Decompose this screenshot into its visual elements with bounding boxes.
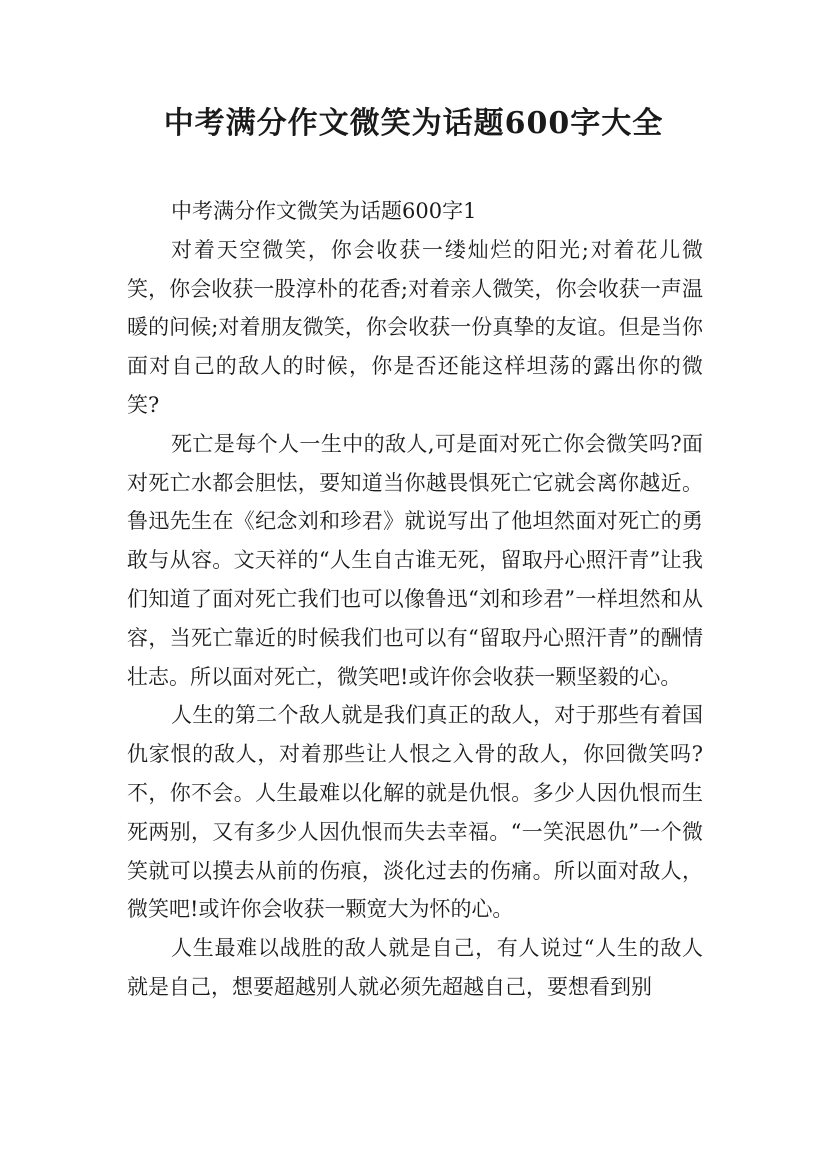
paragraph-2: 死亡是每个人一生中的敌人,可是面对死亡你会微笑吗?面对死亡水都会胆怯，要知道当你越畏惧死亡它就会离你越近。鲁迅先生在《纪念刘和珍君》就说写出了他坦然面对死亡的勇敢与从容。文天祥的“人生自古谁无死，留取丹心照汗青”让我们知道了面对死亡我们也可以像鲁迅“刘和珍君”一样坦然和从容，当死亡靠近的时候我们也可以有“留取丹心照汗青”的酬情壮志。所以面对死亡，微笑吧!或许你会收获一颗坚毅的心。	[127, 431, 703, 689]
paragraph-3: 人生的第二个敌人就是我们真正的敌人，对于那些有着国仇家恨的敌人，对着那些让人恨之入骨的敌人，你回微笑吗?不，你不会。人生最难以化解的就是仇恨。多少人因仇恨而生死两别，又有多少人因仇恨而失去幸福。“一笑泯恩仇”一个微笑就可以摸去从前的伤痕，淡化过去的伤痛。所以面对敌人，微笑吧!或许你会收获一颗宽大为怀的心。	[127, 703, 703, 922]
paragraph-1: 对着天空微笑，你会收获一缕灿烂的阳光;对着花儿微笑，你会收获一股淳朴的花香;对着亲人微笑，你会收获一声温暖的问候;对着朋友微笑，你会收获一份真挚的友谊。但是当你面对自己的敌人的时候，你是否还能这样坦荡的露出你的微笑?	[127, 237, 703, 417]
document-title: 中考满分作文微笑为话题600字大全	[163, 106, 664, 141]
document-body	[127, 192, 703, 1007]
paragraph-4: 人生最难以战胜的敌人就是自己，有人说过“人生的敌人就是自己，想要超越别人就必须先超越自己，要想看到别	[127, 936, 703, 999]
section-heading: 中考满分作文微笑为话题600字1	[171, 199, 477, 223]
